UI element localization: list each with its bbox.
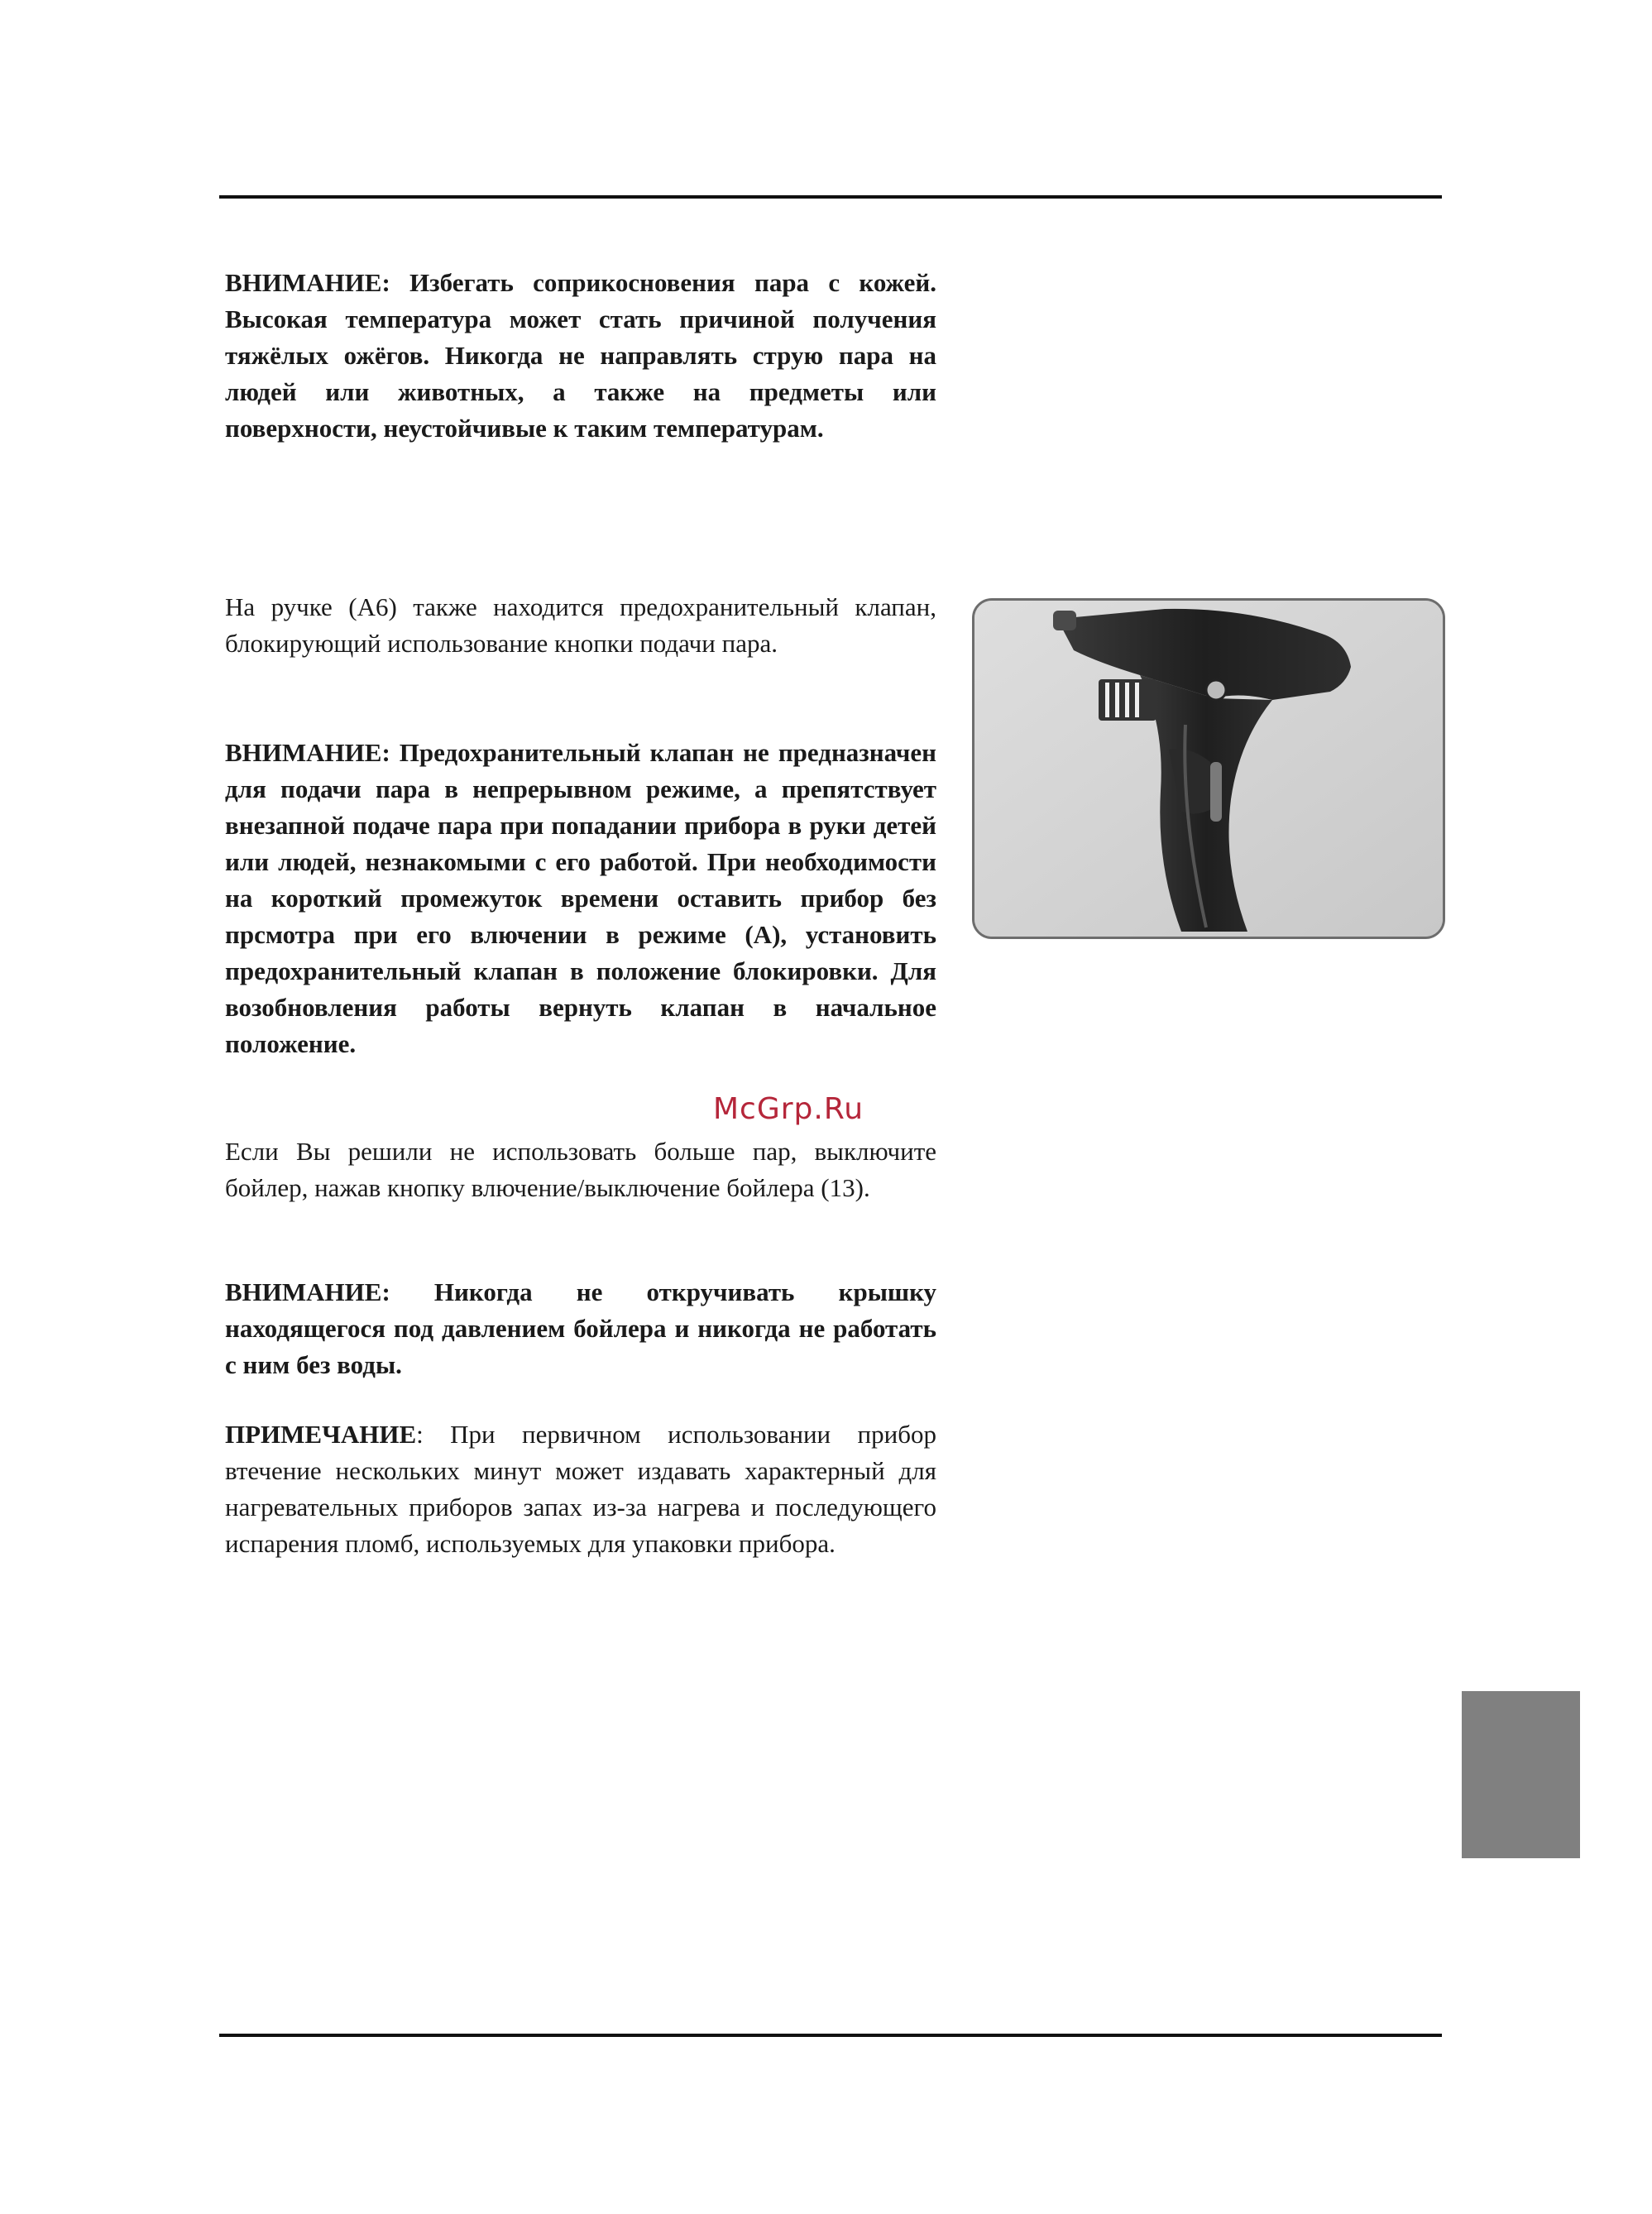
- warning-boiler-cap: ВНИМАНИЕ: Никогда не откручивать крышку находящегося под давлением бойлера и никогда не работать с ним без воды.: [225, 1277, 936, 1379]
- warning-safety-valve: ВНИМАНИЕ: Предохранительный клапан не предназначен для подачи пара в непрерывном режиме, а препятствует внезапной подаче пара при попадании прибора в руки детей или людей, незнакомыми с его работой. При необходимости на короткий промежуток времени оставить прибор без прсмотра при его влючении в режиме (А), установить предохранительный клапан в положение блокировки. Для возобновления работы вернуть клапан в начальное положение.: [225, 738, 936, 1058]
- section-tab-marker: [1462, 1691, 1580, 1858]
- note-first-use: [225, 1416, 936, 1562]
- steam-handle-photo: [972, 598, 1445, 939]
- boiler-off-info: Если Вы решили не использовать больше пар, выключите бойлер, нажав кнопку влючение/выключение бойлера (13).: [225, 1137, 936, 1202]
- top-rule: [219, 195, 1442, 199]
- bottom-rule: [219, 2034, 1442, 2037]
- safety-valve-info: На ручке (А6) также находится предохранительный клапан, блокирующий использование кнопки подачи пара.: [225, 592, 936, 658]
- note-text: : При первичном использовании прибор втечение нескольких минут может издавать характерный для нагревательных приборов запах из-за нагрева и последующего испарения пломб, используемых для упаковки прибора.: [225, 1420, 936, 1558]
- watermark-logo: McGrp.Ru: [713, 1092, 864, 1126]
- steam-gun-handle-illustration: [974, 601, 1443, 937]
- warning-steam-contact: ВНИМАНИЕ: Избегать соприкосновения пара с кожей. Высокая температура может стать причиной получения тяжёлых ожёгов. Никогда не направлять струю пара на людей или животных, а также на предметы или поверхности, неустойчивые к таким температурам.: [225, 268, 936, 443]
- note-label: ПРИМЕЧАНИЕ: [225, 1420, 417, 1449]
